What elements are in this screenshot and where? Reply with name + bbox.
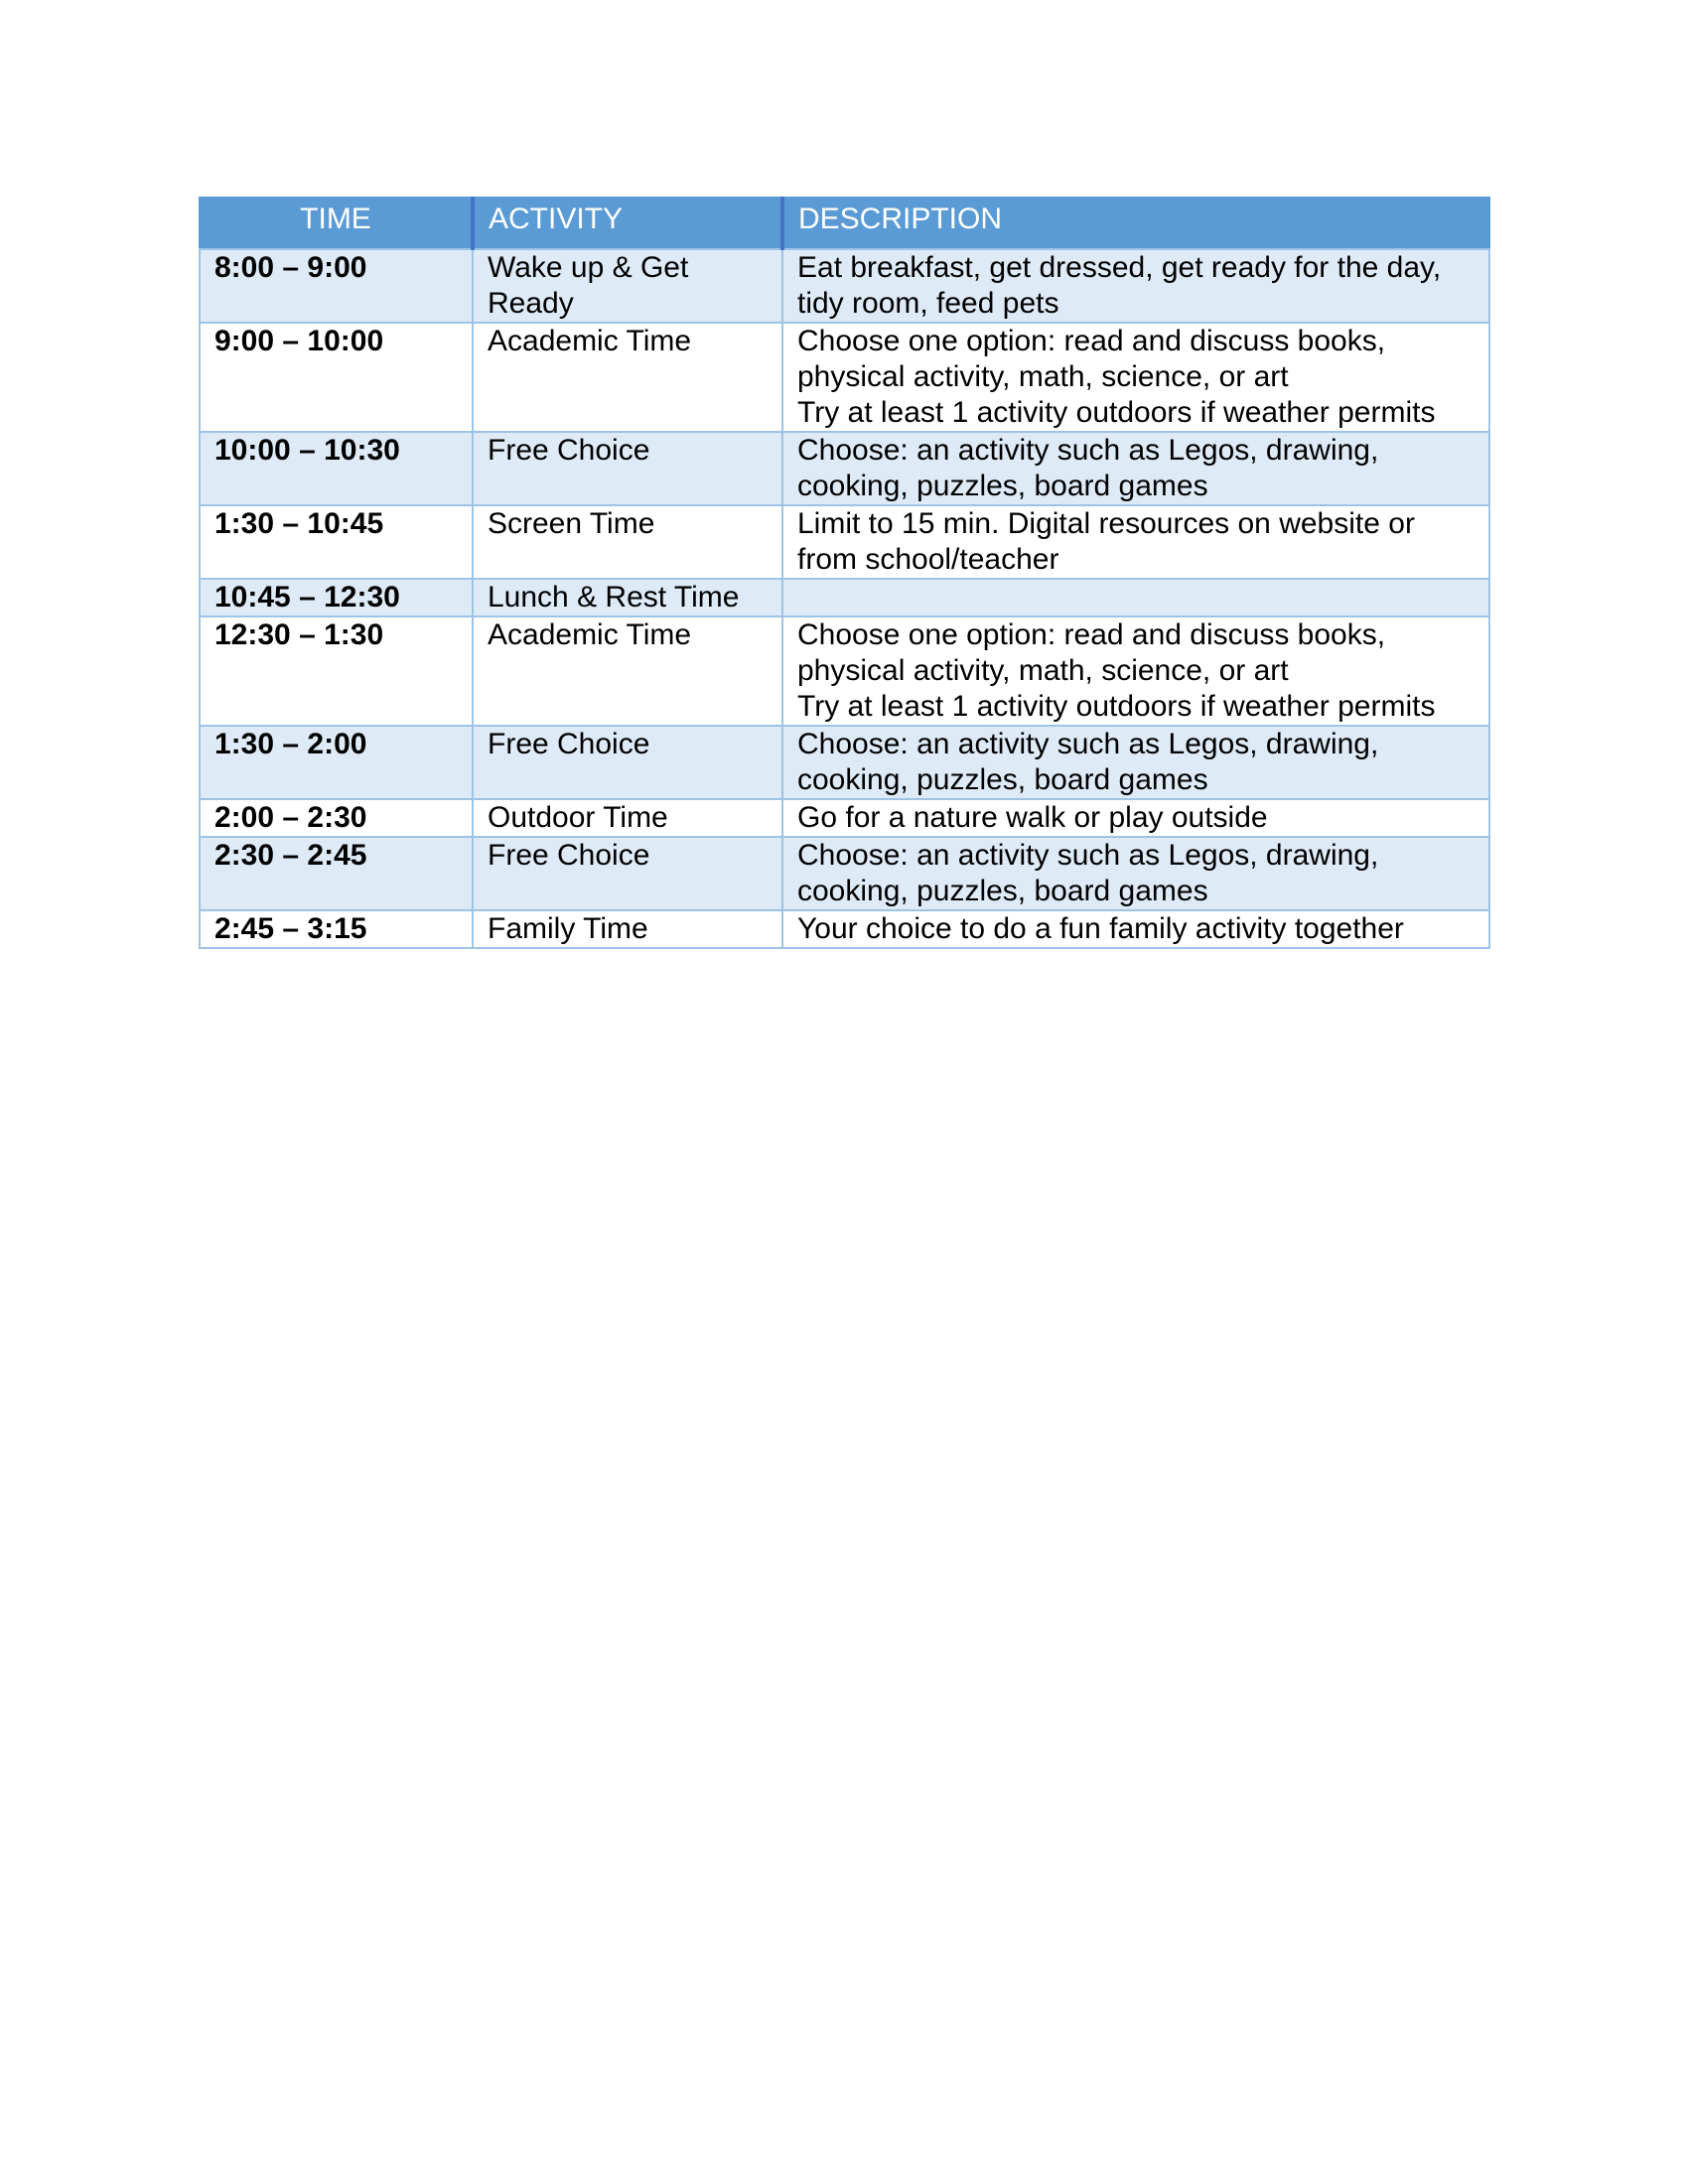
- time-cell: 1:30 – 10:45: [200, 505, 473, 579]
- table-row: [200, 799, 1489, 837]
- description-cell: [782, 505, 1489, 579]
- description-text: cooking, puzzles, board games: [797, 763, 1208, 796]
- header-row: [200, 198, 1489, 249]
- daily-schedule-table: [199, 197, 1490, 949]
- description-text: Choose one option: read and discuss books,: [797, 618, 1386, 651]
- description-cell: [782, 837, 1489, 910]
- column-header-time: [200, 198, 473, 249]
- activity-cell: [473, 726, 782, 799]
- description-text: Limit to 15 min. Digital resources on website or: [797, 507, 1415, 540]
- description-text: Choose one option: read and discuss books,: [797, 325, 1386, 357]
- activity-cell: [473, 249, 782, 323]
- activity-text: Free Choice: [488, 839, 650, 872]
- activity-cell: [473, 910, 782, 948]
- time-cell: 12:30 – 1:30: [200, 616, 473, 726]
- description-text: Your choice to do a fun family activity together: [797, 912, 1404, 945]
- column-header-description: [782, 198, 1489, 249]
- description-cell: [782, 910, 1489, 948]
- time-cell: 8:00 – 9:00: [200, 249, 473, 323]
- description-cell: [782, 432, 1489, 505]
- activity-cell: [473, 505, 782, 579]
- table-row: [200, 579, 1489, 616]
- activity-text: Academic Time: [488, 618, 692, 651]
- table-row: [200, 323, 1489, 432]
- description-text: Try at least 1 activity outdoors if weather permits: [797, 690, 1436, 723]
- activity-text: Screen Time: [488, 507, 655, 540]
- description-cell: [782, 323, 1489, 432]
- time-cell: 1:30 – 2:00: [200, 726, 473, 799]
- activity-text: Free Choice: [488, 728, 650, 760]
- table-row: [200, 505, 1489, 579]
- description-text: Choose: an activity such as Legos, drawing,: [797, 728, 1379, 760]
- activity-text: Ready: [488, 287, 574, 320]
- table-row: [200, 910, 1489, 948]
- table-row: [200, 249, 1489, 323]
- description-cell: [782, 616, 1489, 726]
- description-cell: [782, 726, 1489, 799]
- time-cell: 10:45 – 12:30: [200, 579, 473, 616]
- description-text: physical activity, math, science, or art: [797, 360, 1289, 393]
- description-text: Choose: an activity such as Legos, drawing,: [797, 434, 1379, 467]
- time-cell: 2:45 – 3:15: [200, 910, 473, 948]
- table-row: [200, 432, 1489, 505]
- description-text: cooking, puzzles, board games: [797, 470, 1208, 502]
- activity-cell: [473, 837, 782, 910]
- column-header-activity: [473, 198, 782, 249]
- activity-text: Academic Time: [488, 325, 692, 357]
- description-text: cooking, puzzles, board games: [797, 875, 1208, 907]
- description-text: Try at least 1 activity outdoors if weather permits: [797, 396, 1436, 429]
- description-cell: [782, 249, 1489, 323]
- table-row: [200, 616, 1489, 726]
- description-text: Go for a nature walk or play outside: [797, 801, 1268, 834]
- table-row: [200, 726, 1489, 799]
- activity-text: Family Time: [488, 912, 648, 945]
- activity-cell: [473, 579, 782, 616]
- description-text: Eat breakfast, get dressed, get ready for the day,: [797, 251, 1442, 284]
- description-cell: [782, 799, 1489, 837]
- activity-text: Outdoor Time: [488, 801, 668, 834]
- time-cell: 9:00 – 10:00: [200, 323, 473, 432]
- description-text: Choose: an activity such as Legos, drawing,: [797, 839, 1379, 872]
- activity-text: Free Choice: [488, 434, 650, 467]
- activity-text: Wake up & Get: [488, 251, 689, 284]
- description-cell: [782, 579, 1489, 616]
- activity-text: Lunch & Rest Time: [488, 581, 740, 614]
- activity-cell: [473, 323, 782, 432]
- column-header-description-label: DESCRIPTION: [798, 203, 1003, 235]
- activity-cell: [473, 432, 782, 505]
- description-text: from school/teacher: [797, 543, 1059, 576]
- table-row: [200, 837, 1489, 910]
- activity-cell: [473, 616, 782, 726]
- time-cell: 2:30 – 2:45: [200, 837, 473, 910]
- column-header-time-label: TIME: [300, 203, 371, 235]
- time-cell: 10:00 – 10:30: [200, 432, 473, 505]
- description-text: physical activity, math, science, or art: [797, 654, 1289, 687]
- time-cell: 2:00 – 2:30: [200, 799, 473, 837]
- activity-cell: [473, 799, 782, 837]
- description-text: tidy room, feed pets: [797, 287, 1059, 320]
- column-header-activity-label: ACTIVITY: [489, 203, 624, 235]
